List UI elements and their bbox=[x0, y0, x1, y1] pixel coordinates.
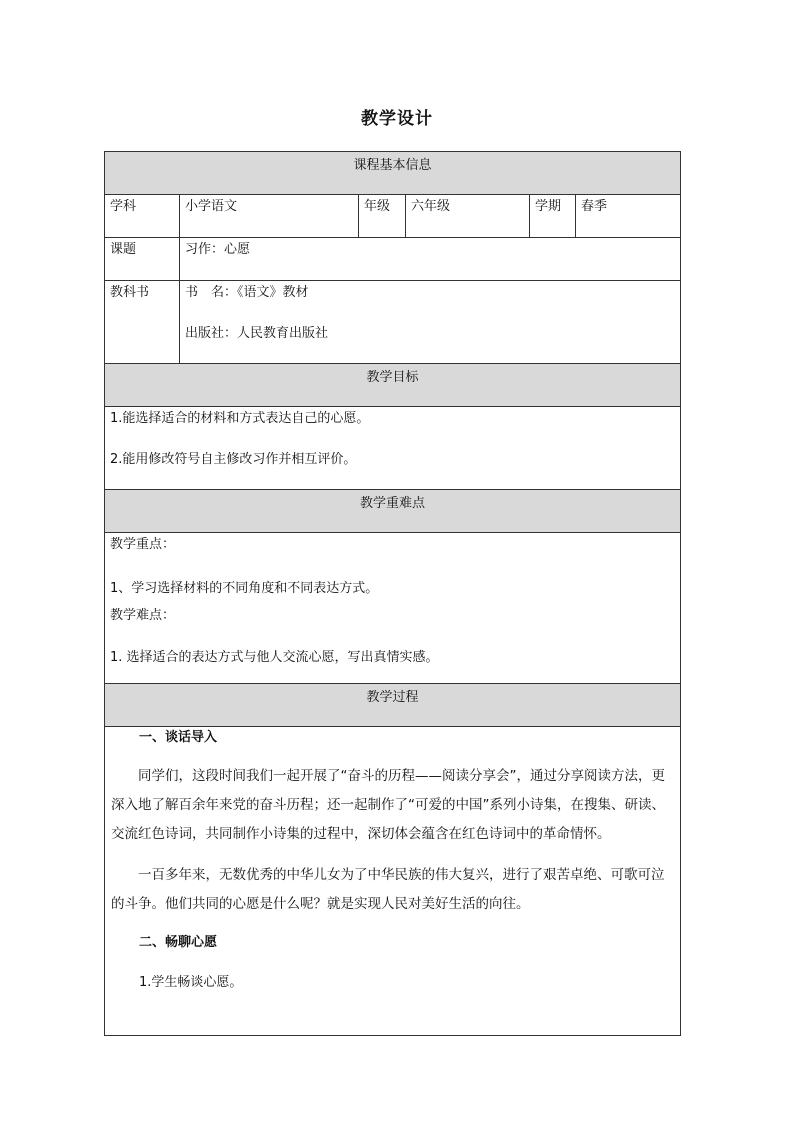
term-label: 学期 bbox=[530, 195, 576, 238]
textbook-name: 书 名：《语文》教材 bbox=[185, 285, 309, 300]
keypoints-header-row bbox=[105, 490, 681, 533]
section-title: 二、畅聊心愿 bbox=[139, 935, 218, 950]
subject-value: 小学语文 bbox=[180, 195, 359, 238]
subject-row bbox=[105, 195, 681, 238]
goals-row bbox=[105, 407, 681, 490]
textbook-row bbox=[105, 281, 681, 364]
process-row bbox=[105, 727, 681, 1036]
topic-label: 课题 bbox=[105, 238, 180, 281]
info-header: 课程基本信息 bbox=[105, 152, 681, 195]
topic-value: 习作：心愿 bbox=[180, 238, 681, 281]
body-paragraph: 一百多年来，无数优秀的中华儿女为了中华民族的伟大复兴，进行了艰苦卓绝、可歌可泣的斗争。他们共同的心愿是什么呢？就是实现人民对美好生活的向往。 bbox=[111, 867, 665, 912]
goals-content bbox=[105, 407, 681, 490]
goal-item: 2.能用修改符号自主修改习作并相互评价。 bbox=[110, 452, 357, 467]
goals-header: 教学目标 bbox=[105, 364, 681, 407]
textbook-label: 教科书 bbox=[105, 281, 180, 364]
term-value: 春季 bbox=[576, 195, 681, 238]
key-item: 1、学习选择材料的不同角度和不同表达方式。 bbox=[110, 581, 379, 596]
info-header-row bbox=[105, 152, 681, 195]
textbook-value bbox=[180, 281, 681, 364]
process-header: 教学过程 bbox=[105, 684, 681, 727]
grade-value: 六年级 bbox=[406, 195, 530, 238]
goals-header-row bbox=[105, 364, 681, 407]
list-item: 1.学生畅谈心愿。 bbox=[139, 975, 243, 990]
difficult-item: 1. 选择适合的表达方式与他人交流心愿，写出真情实感。 bbox=[110, 650, 439, 665]
lesson-plan-table bbox=[104, 151, 681, 1036]
keypoints-header: 教学重难点 bbox=[105, 490, 681, 533]
key-label: 教学重点： bbox=[110, 537, 176, 552]
section-title: 一、谈话导入 bbox=[139, 730, 218, 745]
process-header-row bbox=[105, 684, 681, 727]
goal-item: 1.能选择适合的材料和方式表达自己的心愿。 bbox=[110, 411, 370, 426]
grade-label: 年级 bbox=[359, 195, 406, 238]
subject-label: 学科 bbox=[105, 195, 180, 238]
topic-row bbox=[105, 238, 681, 281]
keypoints-content bbox=[105, 533, 681, 684]
textbook-publisher: 出版社：人民教育出版社 bbox=[185, 326, 329, 341]
body-paragraph: 同学们，这段时间我们一起开展了“奋斗的历程——阅读分享会”，通过分享阅读方法，更深入地了解百余年来党的奋斗历程；还一起制作了“可爱的中国”系列小诗集，在搜集、研读、交流红色诗词，共同制作小诗集的过程中，深切体会蕴含在红色诗词中的革命情怀。 bbox=[111, 768, 665, 842]
keypoints-row bbox=[105, 533, 681, 684]
page-title: 教学设计 bbox=[361, 109, 433, 129]
difficult-label: 教学难点： bbox=[110, 608, 176, 623]
process-content bbox=[105, 727, 681, 1036]
